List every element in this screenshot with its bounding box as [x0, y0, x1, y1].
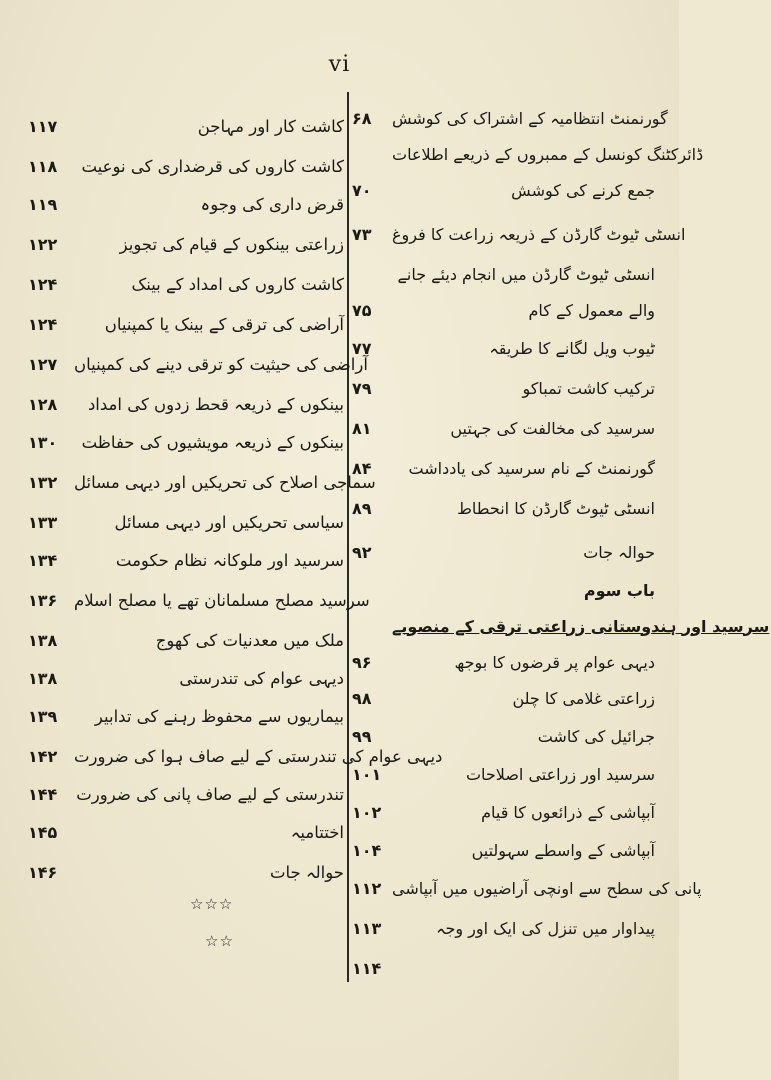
right_column-entry [352, 832, 657, 868]
right_column-entry [352, 330, 657, 366]
toc-entry-title: آراضی کی ترقی کے بینک یا کمپنیاں [104, 314, 344, 334]
toc-page-number: ۱۲۴ [28, 274, 58, 294]
toc-entry-title: سرسید اور زراعتی اصلاحات [465, 764, 655, 784]
right_column-entry [352, 410, 657, 446]
right_column-entry [352, 216, 686, 252]
toc-page-number: ۱۳۲ [28, 472, 58, 492]
toc-entry-title: سرسید مصلح مسلمانان تھے یا مصلح اسلام [74, 590, 370, 610]
left_column-entry [28, 346, 368, 382]
toc-page-number: ۱۱۲ [352, 878, 382, 898]
toc-entry-title: والے معمول کے کام [528, 300, 655, 320]
left_column-entry [28, 108, 346, 144]
toc-page-number: ۱۱۸ [28, 156, 58, 176]
toc-page-number: ۷۵ [352, 300, 372, 320]
toc-page-number: ۱۰۱ [352, 764, 382, 784]
toc-entry-title: کاشت کاروں کی امداد کے بینک [131, 274, 344, 294]
right_column-entry [352, 100, 668, 136]
left_column-entry [28, 266, 346, 302]
toc-entry-title: ڈائرکٹنگ کونسل کے ممبروں کے ذریعے اطلاعات [392, 144, 704, 164]
toc-entry-title: زراعتی غلامی کا چلن [512, 688, 655, 708]
toc-entry-title: پانی کی سطح سے اونچی آراضیوں میں آبپاشی [392, 878, 702, 898]
toc-entry-title: کاشت کار اور مہاجن [197, 116, 344, 136]
toc-page-number: ۹۶ [352, 652, 372, 672]
right_column-entry [352, 950, 657, 986]
toc-page-number: ۱۱۴ [352, 958, 382, 978]
right_column-entry [352, 644, 657, 680]
toc-page-number: ۱۳۰ [28, 432, 58, 452]
toc-entry-title: جرائیل کی کاشت [537, 726, 655, 746]
toc-entry-title: جمع کرنے کی کوشش [511, 180, 655, 200]
toc-entry-title: گورنمنٹ انتظامیہ کے اشتراک کی کوشش [392, 108, 668, 128]
toc-page-number: ۷۳ [352, 224, 372, 244]
toc-page-number: ۱۰۴ [352, 840, 382, 860]
toc-entry-title: قرض داری کی وجوہ [200, 194, 344, 214]
ornament-three-stars: ☆☆☆ [190, 895, 234, 913]
toc-page-number: ۹۲ [352, 542, 372, 562]
toc-page-number: ۹۸ [352, 688, 372, 708]
page-number: vi [328, 52, 351, 77]
toc-entry-title: دیہی عوام کی تندرستی [179, 668, 344, 688]
right_column-entry [352, 490, 657, 526]
toc-page-number: ۱۱۹ [28, 194, 58, 214]
toc-entry-title: سرسید اور ملوکانہ نظام حکومت [115, 550, 344, 570]
left_column-entry [28, 148, 346, 184]
ornament-two-stars: ☆☆ [205, 932, 234, 950]
toc-entry-title: ملک میں معدنیات کی کھوج [155, 630, 344, 650]
toc-page-number: ۱۴۵ [28, 822, 58, 842]
toc-entry-title: دیہی عوام کی تندرستی کے لیے صاف ہوا کی ضرورت [74, 746, 443, 766]
toc-entry-title: پیداوار میں تنزل کی ایک اور وجہ [436, 918, 655, 938]
toc-entry-title: سرسید کی مخالفت کی جہتیں [450, 418, 655, 438]
toc-page-number: ۱۲۸ [28, 394, 58, 414]
toc-page-number: ۱۳۹ [28, 706, 58, 726]
left_column-entry [28, 776, 346, 812]
toc-entry-title: بینکوں کے ذریعہ قحط زدوں کی امداد [87, 394, 344, 414]
toc-page-number: ۱۴۲ [28, 746, 58, 766]
left_column-entry [28, 698, 346, 734]
toc-page-number: ۱۳۸ [28, 630, 58, 650]
left_column-entry [28, 306, 346, 342]
right_column-entry [352, 608, 770, 644]
toc-entry-title: انسٹی ٹیوٹ گارڈن کا انحطاط [457, 498, 655, 518]
left_column-entry [28, 386, 346, 422]
toc-entry-title: ٹیوب ویل لگانے کا طریقہ [489, 338, 655, 358]
right_column-entry [352, 450, 657, 486]
toc-entry-title: کاشت کاروں کی قرضداری کی نوعیت [81, 156, 344, 176]
toc-entry-title: دیہی عوام پر قرضوں کا بوجھ [454, 652, 655, 672]
right_column-entry [352, 794, 657, 830]
toc-page-number: ۱۴۴ [28, 784, 58, 804]
left_column-entry [28, 622, 346, 658]
chapter-subtitle: سرسید اور ہندوستانی زراعتی ترقی کے منصوبے [392, 616, 770, 636]
toc-page-number: ۷۷ [352, 338, 372, 358]
toc-entry-title: زراعتی بینکوں کے قیام کی تجویز [119, 234, 344, 254]
toc-entry-title: اختتامیہ [290, 822, 344, 842]
right_column-entry [352, 370, 657, 406]
toc-entry-title: بینکوں کے ذریعہ مویشیوں کی حفاظت [81, 432, 344, 452]
right_column-entry [352, 534, 657, 570]
toc-page-number: ۱۳۴ [28, 550, 58, 570]
toc-page-number: ۱۱۷ [28, 116, 58, 136]
toc-entry-title: ترکیب کاشت تمباکو [522, 378, 655, 398]
toc-entry-title: حوالہ جات [583, 542, 655, 562]
toc-page-number: ۱۴۶ [28, 862, 58, 882]
toc-page-number: ۱۲۲ [28, 234, 58, 254]
left_column-entry [28, 542, 346, 578]
right_column-entry [352, 680, 657, 716]
right_column-entry [352, 572, 657, 608]
toc-page-number: ۱۰۲ [352, 802, 382, 822]
toc-page-number: ۷۰ [352, 180, 372, 200]
toc-page-number: ۶۸ [352, 108, 372, 128]
right_column-entry [352, 256, 657, 292]
toc-page-number: ۱۳۶ [28, 590, 58, 610]
toc-entry-title: سیاسی تحریکیں اور دیہی مسائل [114, 512, 344, 532]
toc-page-number: ۷۹ [352, 378, 372, 398]
toc-page-number: ۱۲۷ [28, 354, 58, 374]
left_column-entry [28, 186, 346, 222]
right_column-entry [352, 172, 657, 208]
chapter-heading: باب سوم [583, 580, 655, 600]
right_column-entry [352, 292, 657, 328]
column-divider [347, 92, 349, 982]
toc-entry-title: گورنمنٹ کے نام سرسید کی یادداشت [408, 458, 655, 478]
left_column-entry [28, 226, 346, 262]
toc-entry-title: آبپاشی کے ذرائعوں کا قیام [481, 802, 655, 822]
left_column-entry [28, 854, 346, 890]
toc-entry-title: تندرستی کے لیے صاف پانی کی ضرورت [76, 784, 344, 804]
toc-entry-title: انسٹی ٹیوٹ گارڈن میں انجام دیئے جانے [397, 264, 655, 284]
toc-page-number: ۱۲۴ [28, 314, 58, 334]
toc-page-number: ۸۹ [352, 498, 372, 518]
left_column-entry [28, 660, 346, 696]
toc-entry-title: بیماریوں سے محفوظ رہنے کی تدابیر [94, 706, 344, 726]
toc-page-number: ۹۹ [352, 726, 372, 746]
toc-page-number: ۱۱۳ [352, 918, 382, 938]
toc-page-number: ۱۳۳ [28, 512, 58, 532]
toc-page-number: ۸۱ [352, 418, 372, 438]
toc-page-number: ۸۴ [352, 458, 372, 478]
toc-page-number: ۱۳۸ [28, 668, 58, 688]
left_column-entry [28, 582, 370, 618]
toc-entry-title: آراضی کی حیثیت کو ترقی دینے کی کمپنیاں [74, 354, 368, 374]
left_column-entry [28, 814, 346, 850]
right_column-entry [352, 136, 704, 172]
left_column-entry [28, 424, 346, 460]
right_column-entry [352, 910, 657, 946]
toc-entry-title: انسٹی ٹیوٹ گارڈن کے ذریعہ زراعت کا فروغ [392, 224, 686, 244]
left_column-entry [28, 504, 346, 540]
toc-entry-title: سماجی اصلاح کی تحریکیں اور دیہی مسائل [74, 472, 376, 492]
toc-entry-title: حوالہ جات [269, 862, 344, 882]
toc-entry-title: آبپاشی کے واسطے سہولتیں [471, 840, 655, 860]
right_column-entry [352, 870, 702, 906]
